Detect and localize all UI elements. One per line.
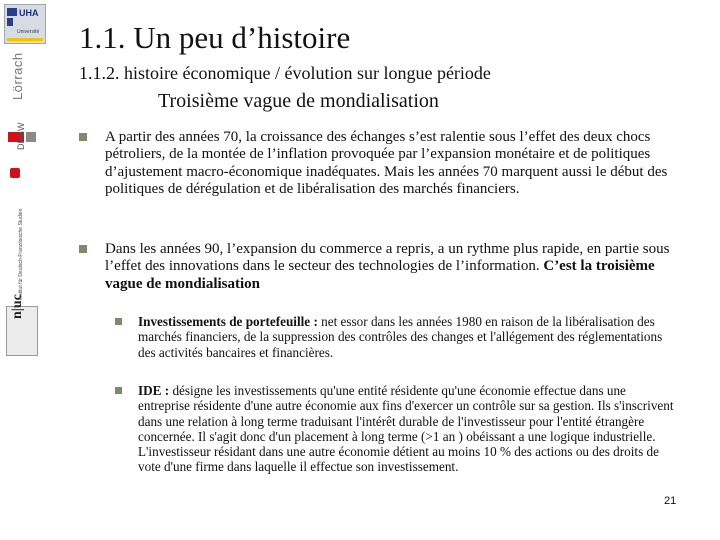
uha-text: UHA: [19, 8, 39, 18]
sub-bullet-bold: IDE :: [138, 383, 170, 398]
branding-strip: [0, 0, 50, 540]
section-heading: Troisième vague de mondialisation: [158, 90, 439, 112]
institute-label: Institut für Deutsch-Französische Studien: [18, 208, 24, 300]
square-bullet-icon: [79, 245, 87, 253]
page-number: 21: [664, 495, 677, 507]
sub-bullet-bold: Investissements de portefeuille :: [138, 314, 318, 329]
red-mark-icon: [10, 168, 20, 178]
sub-bullet-text: [138, 314, 675, 360]
lorrach-label: Lörrach: [10, 52, 25, 100]
uha-logo: [4, 4, 46, 44]
bullet-bold-text: C’est la troisième vague de mondialisation: [105, 258, 655, 292]
sub-bullet-plain: désigne les investissements qu'une entité résidente qu'une économie effectue dans une entreprise résidente d'une autre économie aux fins d'exercer un contrôle sur sa gestion. Ils s'inscrivent dans une relation à long terme traduisant l'intérêt durable de l'investisseur pour l'entité étrangère concernée. Il s'agit donc d'un placement à long terme (>1 an ) obéissant a une logique industrielle. L'investisseur résidant dans une autre économie détient au moins 10 % des actions ou des droits de vote d'une firme dans laquelle il effectue son investissement.: [138, 383, 674, 475]
nuc-text: n|uc: [10, 294, 25, 319]
nuc-logo: [6, 294, 38, 356]
uha-subtext: Université: [17, 29, 40, 35]
bullet-text: [105, 241, 679, 293]
dhbw-label: DHBW: [16, 122, 26, 150]
bullet-plain-text: Dans les années 90, l’expansion du commerce a repris, a un rythme plus rapide, en partie sous l’effet des innovations dans le secteur des technologies de l’information.: [105, 241, 670, 275]
dhbw-grey-icon: [26, 132, 36, 142]
square-bullet-icon: [115, 387, 122, 394]
sub-bullet-plain: net essor dans les années 1980 en raison de la libéralisation des marchés financiers, de la suppression des contrôles des changes et l'allégement des réglementations des activités bancaires et financières.: [138, 314, 663, 360]
slide-subtitle: 1.1.2. histoire économique / évolution sur longue période: [79, 63, 491, 83]
square-bullet-icon: [79, 133, 87, 141]
logo-square-icon: [7, 18, 13, 26]
bullet-text: A partir des années 70, la croissance des échanges s’est ralentie sous l’effet des deux chocs pétroliers, de la montée de l’inflation provoquée par l’expansion monétaire et de politiques d’ajustement macro-économique inadéquates. Mais les années 70 marquent aussi le début des politiques de dérégulation et de libéralisation des marchés financiers.: [105, 129, 668, 198]
slide-title: 1.1. Un peu d’histoire: [79, 20, 351, 55]
square-bullet-icon: [115, 318, 122, 325]
logo-stripe: [7, 38, 43, 41]
logo-square-icon: [7, 8, 17, 16]
sub-bullet-text: [138, 383, 675, 475]
